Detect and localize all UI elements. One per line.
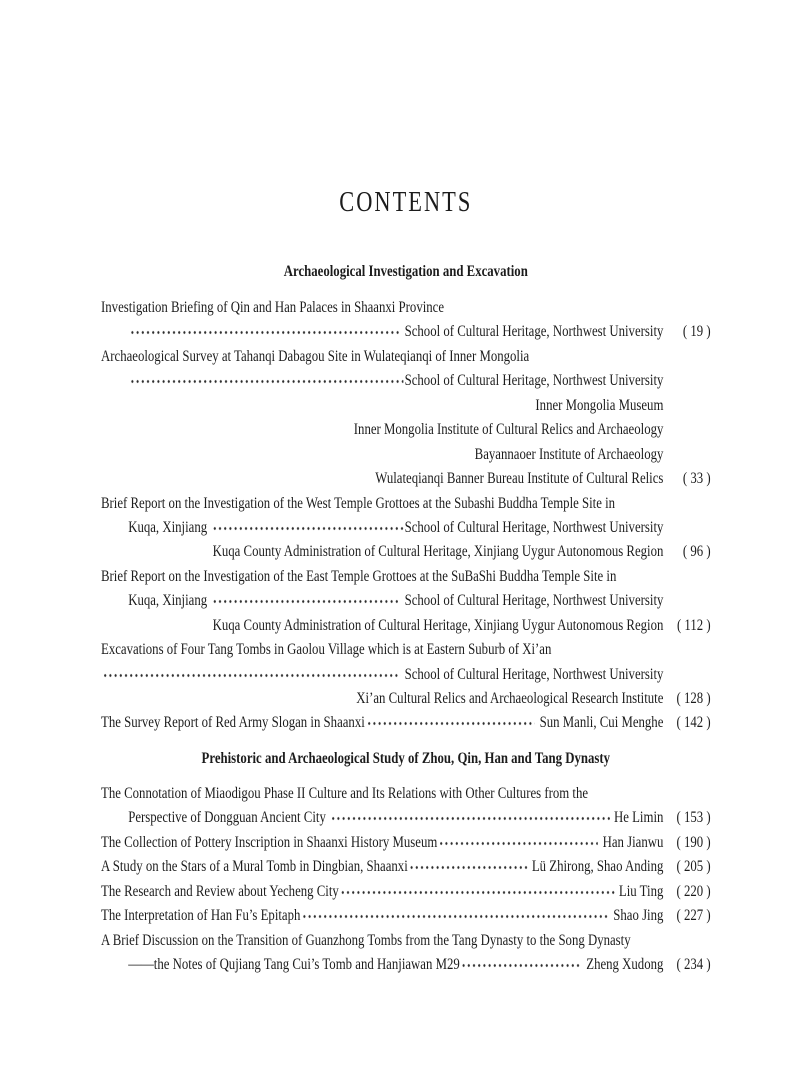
toc-line	[101, 492, 711, 516]
toc-attribution-text: Bayannaoer Institute of Archaeology	[474, 445, 664, 463]
leader-dots	[130, 320, 400, 344]
leader-dots	[212, 516, 403, 540]
toc-line	[101, 638, 711, 662]
toc-entry-text: ——the Notes of Qujiang Tang Cui’s Tomb and Hanjiawan M29	[128, 955, 460, 973]
toc-line	[101, 953, 711, 977]
page-title: CONTENTS	[339, 187, 473, 218]
leader-dots	[366, 711, 534, 735]
page-number: ( 128 )	[676, 690, 711, 707]
page-number: ( 33 )	[682, 470, 711, 488]
toc-attribution-text: Inner Mongolia Institute of Cultural Relics and Archaeology	[353, 421, 664, 439]
toc-attribution-text: Han Jianwu	[599, 833, 664, 851]
leader-dots	[340, 880, 617, 904]
toc-entry-text: Excavations of Four Tang Tombs in Gaolou Village which is at Eastern Suburb of Xi’an	[101, 641, 552, 659]
toc-line	[101, 806, 711, 830]
toc-line	[101, 443, 711, 467]
leader-dots	[461, 953, 581, 977]
toc-entry-text: The Interpretation of Han Fu’s Epitaph	[101, 907, 301, 925]
toc-entry-text: A Study on the Stars of a Mural Tomb in Dingbian, Shaanxi	[101, 858, 408, 876]
page-number: ( 190 )	[676, 833, 711, 851]
leader-dots	[302, 904, 608, 928]
toc-attribution-text: Inner Mongolia Museum	[535, 396, 664, 414]
toc-line	[101, 880, 711, 904]
toc-attribution-text: He Limin	[613, 809, 664, 827]
toc-section	[101, 261, 711, 736]
toc-attribution-text: School of Cultural Heritage, Northwest University	[404, 518, 664, 536]
page-number: ( 142 )	[676, 714, 711, 732]
page-number: ( 153 )	[676, 809, 711, 827]
toc-sections	[101, 261, 711, 977]
toc-line	[101, 614, 711, 638]
toc-entry-text: Perspective of Dongguan Ancient City	[128, 809, 330, 827]
toc-attribution-text: Liu Ting	[618, 882, 664, 900]
toc-attribution-text: Kuqa County Administration of Cultural Heritage, Xinjiang Uygur Autonomous Region	[212, 543, 664, 561]
toc-attribution-text: Kuqa County Administration of Cultural Heritage, Xinjiang Uygur Autonomous Region	[212, 616, 664, 634]
toc-entry-text: Brief Report on the Investigation of the West Temple Grottoes at the Subashi Buddha Temple Site in	[101, 494, 616, 512]
toc-entry-text: A Brief Discussion on the Transition of Guanzhong Tombs from the Tang Dynasty to the Song Dynasty	[101, 931, 631, 949]
toc-attribution-text: School of Cultural Heritage, Northwest University	[401, 592, 664, 610]
leader-dots	[409, 855, 527, 879]
leader-dots	[103, 663, 400, 687]
toc-line	[101, 831, 711, 855]
toc-attribution-text: Zheng Xudong	[583, 955, 664, 973]
leader-dots	[331, 806, 613, 830]
toc-line	[101, 929, 711, 953]
toc-attribution-text: Shao Jing	[610, 907, 664, 925]
page-number: ( 96 )	[682, 543, 711, 561]
toc-entry-text: The Collection of Pottery Inscription in Shaanxi History Museum	[101, 833, 438, 851]
section-heading: Archaeological Investigation and Excavation	[283, 263, 528, 280]
section-heading: Prehistoric and Archaeological Study of Zhou, Qin, Han and Tang Dynasty	[201, 749, 611, 767]
page-number: ( 205 )	[676, 858, 711, 876]
page-number: ( 234 )	[676, 955, 711, 973]
toc-attribution-text: School of Cultural Heritage, Northwest University	[401, 323, 664, 341]
toc-line	[101, 663, 711, 687]
toc-entry-text: The Connotation of Miaodigou Phase II Culture and Its Relations with Other Cultures from the	[101, 784, 589, 802]
page-number: ( 227 )	[676, 907, 711, 925]
toc-attribution-text: Xi’an Cultural Relics and Archaeological Research Institute	[356, 690, 664, 707]
page-number: ( 19 )	[682, 323, 711, 341]
toc-entry-text: Kuqa, Xinjiang	[128, 592, 211, 610]
toc-line	[101, 516, 711, 540]
toc-line	[101, 320, 711, 344]
toc-line	[101, 369, 711, 393]
toc-line	[101, 687, 711, 711]
leader-dots	[130, 369, 403, 393]
toc-entry-text: The Survey Report of Red Army Slogan in Shaanxi	[101, 714, 365, 732]
toc-entry-text: Archaeological Survey at Tahanqi Dabagou Site in Wulateqianqi of Inner Mongolia	[101, 347, 530, 365]
toc-attribution-text: Sun Manli, Cui Menghe	[536, 714, 664, 732]
toc-line	[101, 904, 711, 928]
toc-attribution-text: Lü Zhirong, Shao Anding	[528, 858, 664, 876]
toc-attribution-text: School of Cultural Heritage, Northwest University	[401, 665, 664, 683]
toc-entry-text: Kuqa, Xinjiang	[128, 518, 211, 536]
toc-attribution-text: Wulateqianqi Banner Bureau Institute of Cultural Relics	[375, 470, 664, 488]
toc-line	[101, 855, 711, 879]
toc-line	[101, 782, 711, 806]
page-number: ( 220 )	[676, 882, 711, 900]
toc-line	[101, 345, 711, 369]
toc-content	[101, 0, 711, 977]
leader-dots	[439, 831, 598, 855]
toc-attribution-text: School of Cultural Heritage, Northwest University	[404, 372, 664, 390]
leader-dots	[212, 589, 400, 613]
toc-entry-text: Brief Report on the Investigation of the East Temple Grottoes at the SuBaShi Buddha Temple Site in	[101, 567, 617, 585]
page-number: ( 112 )	[676, 616, 711, 634]
toc-line	[101, 540, 711, 564]
toc-line	[101, 467, 711, 491]
toc-line	[101, 418, 711, 442]
toc-line	[101, 711, 711, 735]
toc-line	[101, 565, 711, 589]
toc-section	[101, 748, 711, 978]
toc-line	[101, 589, 711, 613]
toc-entry-text: The Research and Review about Yecheng City	[101, 882, 339, 900]
toc-entry-text: Investigation Briefing of Qin and Han Palaces in Shaanxi Province	[101, 299, 445, 316]
toc-line	[101, 296, 711, 320]
toc-line	[101, 394, 711, 418]
